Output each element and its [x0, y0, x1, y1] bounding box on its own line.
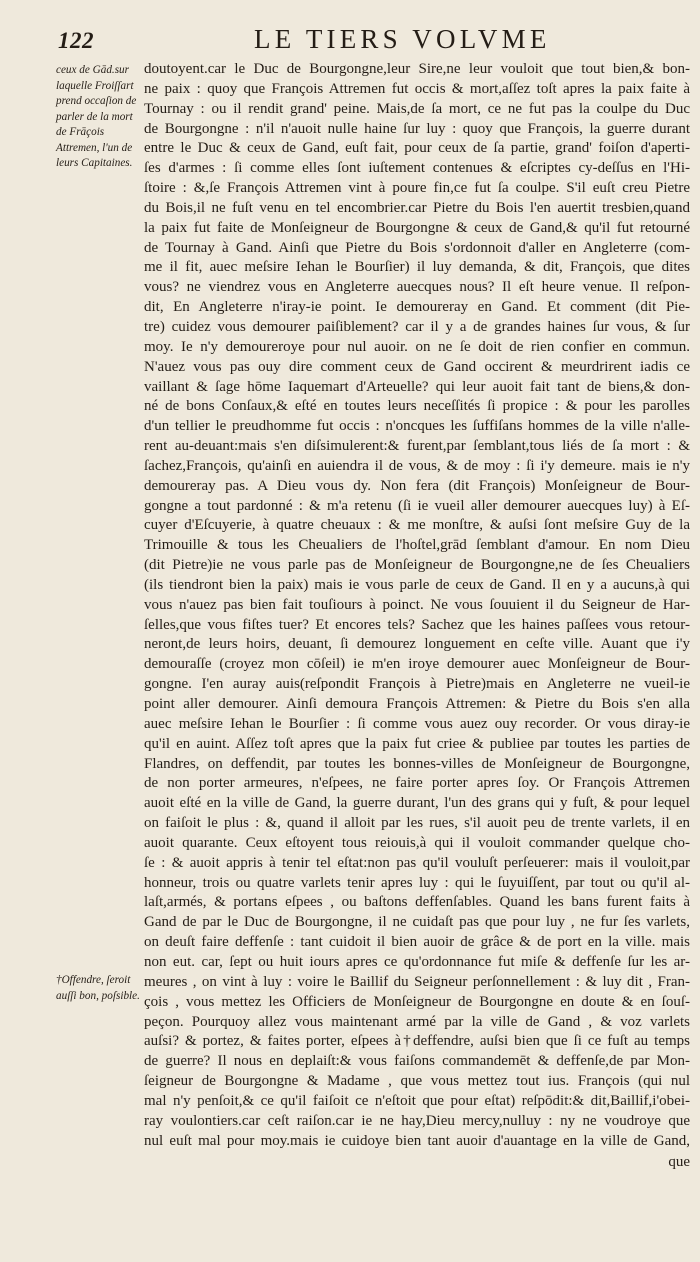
text-line: (ils tiendront bien la paix) mais ie vous parle de ceux de Gand. Il en y a aucuns,à qui — [144, 576, 690, 593]
text-line: entre le Duc & ceux de Gand, euſt fait, pour ceux de ſa partie, grand' foiſon d'aperti- — [144, 140, 690, 157]
text-line: Trimouille & tous les Cheualiers de l'hoſtel,grād ſemblant d'amour. En nom Dieu — [144, 537, 690, 554]
text-line: demouraſſe (croyez mon cōſeil) ie m'en iroye demourer auec Monſeigneur de Bour- — [144, 656, 690, 673]
text-line: ſe : & auoit appris à tenir tel eſtat:non pas qu'il vouluſt perſeuerer: mais il vouloit,par — [144, 854, 690, 871]
body-text — [144, 60, 690, 1151]
page-number: 122 — [58, 28, 94, 53]
text-line: çois , vous mettez les Officiers de Monſeigneur de Bourgongne en doute & en ſouſ- — [144, 993, 690, 1010]
text-line: (dit Pietre)ie ne vous parle pas de Monſeigneur de Bourgongne,ne de ſes Cheualiers — [144, 557, 690, 574]
text-line: neront,de leurs hoirs, deuant, ſi demourez longuement en ceſte ville. Auant que i'y — [144, 636, 690, 653]
text-line: on faiſoit le plus : &, quand il alloit par les rues, s'il auoit peu de trente varlets, il en — [144, 815, 690, 832]
text-line: Gand de par le Duc de Bourgongne, il ne cuidaſt pas que pour luy , ne fur ſes varlets, — [144, 914, 690, 931]
text-line: auſsi? & portez, & faites porter, eſpees à†deffendre, auſsi bien que ſi ce fuſt au temps — [144, 1033, 690, 1050]
text-line: dit, En Angleterre n'iray-ie point. Ie demoureray en Gand. Et comment (dit Pie- — [144, 299, 690, 316]
text-line: Tournay : ou il rendit grand' peine. Mais,de ſa mort, ce ne fut pas la coulpe du Duc — [144, 100, 690, 117]
text-line: ſeigneur de Bourgongne & Madame , que vous mettez tout ius. François (qui nul — [144, 1073, 690, 1090]
text-line: ne paix : quoy que François Attremen fut occis & mort,aſſez toſt apres la paix faite à — [144, 80, 690, 97]
text-line: cuyer d'Eſcuyerie, à quatre cheuaux : & me monſtre, & auſsi ſont meſsire Guy de la — [144, 517, 690, 534]
text-line: gongne. I'en auray auis(reſpondit François à Pietre)mais en Angleterre ne vueil-ie — [144, 676, 690, 693]
text-line: peçon. Pourquoy allez vous maintenant armé par la ville de Gand , & voz varlets — [144, 1013, 690, 1030]
text-line: Flandres, on deffendit, par toutes les bonnes-villes de Monſeigneur de Bourgongne, — [144, 755, 690, 772]
text-line: meures , on vint à luy : voire le Baillif du Seigneur perſonnellement : & luy dit , Fran- — [144, 973, 690, 990]
text-line: vaillant & ſage hōme Iaquemart d'Arteuelle? qui leur auoit fait tant de biens,& don- — [144, 378, 690, 395]
text-line: qu'il en auint. Aſſez toſt apres que la paix fut criee & publiee par toutes les parties de — [144, 735, 690, 752]
text-line: laſt,armés, & portans eſpees , ou baſtons deffenſables. Quand les bans furent faits à — [144, 894, 690, 911]
text-line: non eut. car, ſept ou huit iours apres ce qu'ordonnance fut miſe & deffenſe ſur les ar- — [144, 953, 690, 970]
text-line: N'auez vous pas ouy dire comment ceux de Gand occirent & meurdrirent iadis ce — [144, 358, 690, 375]
margin-note: †Offendre, ſeroit auſſi bon, poſsible. — [56, 974, 140, 1002]
text-line: gongne a tout pardonné : & m'a retenu (ſi ie vueil aller demourer auecques luy) à Eſ- — [144, 497, 690, 514]
text-line: tre) cuidez vous demourer paiſiblement? car il y a de grandes haines ſur vous, & ſur — [144, 318, 690, 335]
text-line: d'un tellier le preudhomme fut occis : n'oncques les ſuffiſans hommes de la ville n'alle- — [144, 418, 690, 435]
text-line: de non porter armeures, n'eſpees, ne faire porter apres ſoy. Or François Attremen — [144, 775, 690, 792]
text-line: auoit eſté en la ville de Gand, la guerre durant, l'un des grans qui y fuſt, & pour lequel — [144, 795, 690, 812]
catchword: que — [668, 1154, 690, 1170]
text-line: vous n'auez pas bien fait touſiours à poinct. Ne vous ſouuient il du Seigneur de Har- — [144, 596, 690, 613]
text-line: né de bons Conſaux,& eſté en toutes leurs neceſſités ſi propice : & pour les parolles — [144, 398, 690, 415]
text-line: demoureray pas. A Dieu vous dy. Non fera (dit François) Monſeigneur de Bour- — [144, 477, 690, 494]
text-line: point aller demourer. Ainſi demoura François Attremen: & Pietre du Bois s'en alla — [144, 696, 690, 712]
text-line: doutoyent.car le Duc de Bourgongne,leur Sire,ne leur vouloit que tout bien,& bon- — [144, 61, 690, 77]
text-line: vous? ne viendrez vous en Angleterre auecques nous? Il eſt heure venue. Il reſpon- — [144, 279, 690, 296]
text-line: ſes d'armes : ſi comme elles ſont iuſtement contenues & eſcriptes cy-deſſus en l'Hi- — [144, 160, 690, 177]
text-line: me il fit, auec meſsire Iehan le Bourſier) il luy demanda, & dit, François, que dites — [144, 259, 690, 276]
text-line: ſtoire : &,ſe François Attremen vint à poure fin,ce fut ſa coulpe. S'il euſt creu Pietre — [144, 180, 690, 197]
text-line: mal n'y penſoit,& ce qu'il faiſoit ce n'eſtoit que pour eſtat) reſpōdit:& dit,Baillif,i'obei- — [144, 1092, 690, 1109]
text-line: de guerre? Il nous en deplaiſt:& vous faiſons commandemēt & deffenſe,de par Mon- — [144, 1053, 690, 1070]
text-line: nul euſt mal pour moy.mais ie cuidoye bien tant auoir d'auantage en la ville de Gand, — [144, 1132, 690, 1149]
text-line: ray voulontiers.car ceſt raiſon.car ie ne hay,Dieu mercy,nulluy : ny ne voudroye que — [144, 1112, 690, 1129]
text-line: auoit quarante. Ceux eſtoyent tous reiouis,à qui il vouloit commander quelque cho- — [144, 834, 690, 851]
text-line: honneur, trois ou quatre varlets tenir apres luy : qui le ſuyuiſſent, par tout ou qu'il al- — [144, 874, 690, 891]
text-line: moy. Ie n'y demoureroye pour nul auoir. on ne ſe doit de rien confier en commun. — [144, 338, 690, 355]
text-line: du Bois,il ne fuſt venu en tel encombrier.car Pietre du Bois l'en auertit tresbien,quand — [144, 199, 690, 216]
text-line: ſelles,que vous fiſtes tuer? Et encores tels? Sachez que les haines paſſees vous retour- — [144, 616, 690, 633]
running-head: LE TIERS VOLVME — [254, 24, 551, 54]
text-line: on deuſt faire deffenſe : tant cuidoit il bien auoir de grâce & de port en la ville. mais — [144, 934, 690, 951]
text-line: la paix fut faite de Monſeigneur de Bourgongne & ceux de Gand,& qu'il fut retourné — [144, 219, 690, 236]
text-line: ſachez,François, qu'ainſi en auiendra il de vous, & de moy : ſi i'y demeure. mais ie n'y — [144, 457, 690, 474]
margin-note: ceux de Gād.sur laquelle Froiſſart prend occaſion de parler de la mort de Frāçois Attremen, l'un de leurs Capitaines. — [56, 64, 137, 169]
text-line: de Bourgongne : n'il n'auoit nulle haine ſur luy : quoy que François, la guerre durant — [144, 120, 690, 137]
text-line: rent au-deuant:mais s'en diſsimulerent:& furent,par ſemblant,tous liés de ſa mort : & — [144, 438, 690, 455]
text-line: de Tournay à Gand. Ainſi que Pietre du Bois s'ordonnoit d'aller en Angleterre (com- — [144, 239, 690, 256]
text-line: auec meſsire Iehan le Bourſier : ſi comme vous auez ouy recorder. Or vous diray-ie — [144, 715, 690, 732]
